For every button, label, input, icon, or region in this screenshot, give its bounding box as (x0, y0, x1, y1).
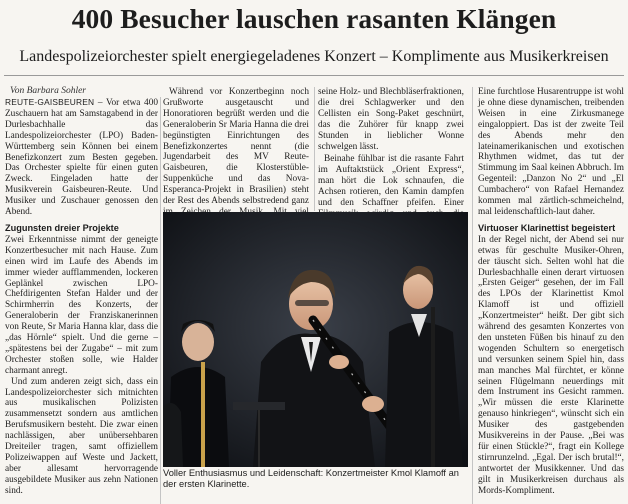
paragraph: Und zum anderen zeigt sich, dass ein Landespolizeiorchester sich mitnichten aus musikalischen Polizisten zusammensetzt sondern aus amtlichen Berufsmusikern besteht. Die zwar einen nachlässigen, aber unübersehbaren Dreiteiler tragen, samt offiziellem Polizeiwappen auf Weste und Jackett, aber allesamt hervorragende ausgebildete Musiker aus zehn Nationen sind. (5, 376, 158, 496)
paragraph: Beinahe fühlbar ist die rasante Fahrt im Auftaktstück „Orient Express“, man hört die Lok schnaufen, die Achsen rotieren, den Kamin dampfen und den Schaffner pfeifen. Einer (318, 154, 464, 209)
paragraph: Eine furchtlose Husarentruppe ist wohl je ohne diese dynamischen, treibenden Weisen in eine Zirkusmanege eingaloppiert. Das ist der zweite Teil des Abends mehr den lateinamerikanischen und exotischen Rhythmen widmet, das tut der Stimmung im Saal keinen Abbruch. Im Gegenteil: „Danzon No 2“ und „El Cumbachero“ von Rafael Hernandez kommen mal zärtlich-schmeichelnd, mal leidenschaftlich-laut daher. (478, 87, 624, 217)
photo-caption: Voller Enthusiasmus und Leidenschaft: Konzertmeister Kmol Klamoff an der ersten Klarinette. (163, 468, 459, 490)
column-separator (314, 87, 315, 211)
dateline: REUTE-GAISBEUREN (5, 97, 95, 107)
intro-paragraph: – Vor etwa 400 Zuschauern hat am Samstagabend in der Durlesbachhalle das Landespolizeiorchester (LPO) Baden-Württemberg sein Können bei einem Benefizkonzert zum Besten gegeben. Das Orchester spielte für einen guten Zweck. Eingeladen hatte der Musikverein Gaisbeuren-Reute. Und Musiker und Zuschauer genossen den Abend. (5, 98, 158, 218)
header-rule (4, 75, 624, 76)
column-separator (160, 97, 161, 504)
section-heading-clarinettist: Virtuoser Klarinettist begeistert (478, 222, 616, 233)
concert-photo (163, 212, 468, 467)
column-separator (472, 87, 473, 504)
paragraph: seine Holz- und Blechbläserfraktionen, die drei Schlagwerker und den Cellisten ein Song-Paket geschnürt, das die Zuhörer für knapp zwei Stunden in lieblicher Wonne schwelgen lässt. (318, 87, 464, 152)
article-column-4 (478, 87, 624, 504)
article-column-2 (163, 87, 309, 212)
paragraph: In der Regel nicht, der Abend sei nur etwas für geschulte Musiker-Ohren, der täuscht sich. Selten wohl hat die Durlesbachhalle einen derart virtuosen „Ersten Geiger“ gesehen, der im Fall des LPOs der Klarinettist Kmol Klamoff ist und offiziell „Konzertmeister“ heißt. Der gibt sich während des gesamten Konzertes von den unsteten Füßen bis hinauf zu den wogenden Schultern so energetisch und versunken seinem Spiel hin, dass man manches Mal fürchtet, er könne seinen Flügelmann neuerdings mit dem Instrument ins Gesicht rammen. „Wir müssen die erste Klarinette genauso hinkriegen“, wünscht sich ein Musiker des gastgebenden Musikvereins in der Pause. „Bei was für einen Stückle?“, fragt ein Kollege stirnrunzelnd. „Egal. Der isch brutal!“, antwortet der Musikkenner. Und das gilt in Musikerkreisen durchaus als Mords-Kompliment. (478, 234, 624, 496)
headline: 400 Besucher lauschen rasanten Klängen (71, 3, 557, 34)
subheadline: Landespolizeiorchester spielt energiegeladenes Konzert – Komplimente aus Musikerkreisen (19, 48, 609, 65)
orchester-photo-illustration (163, 212, 468, 467)
byline: Von Barbara Sohler (10, 86, 86, 96)
paragraph: Zwei Erkenntnisse nimmt der geneigte Konzertbesucher mit nach Hause. Zum einen wird im Laufe des Abends im immer wieder aufflammenden, lockeren Geplänkel zwischen LPO-Chefdirigenten Stefan Halder und der Schirmherrin des Konzerts, der Generaloberin der Franziskanerinnen von Reute, Sr Maria Hanna klar, dass die „das Hörnle“ spielt. Und die gerne – „spätestens bei der Zugabe“ – mit zum Orchester stoßen solle, wie Halder charmant anregt. (5, 234, 158, 376)
section-heading-projects: Zugunsten dreier Projekte (5, 222, 119, 233)
paragraph: Während vor Konzertbeginn noch Grußworte ausgetauscht und Honoratioren begrüßt werden und die Generaloberin Sr Maria Hanna die drei begünstigten Einrichtungen des Benefizkonzertes nennt (die Jugendarbeit des MV Reute-Gaisbeuren, die Klosterstüble-Suppenküche und das Nova-Esperanca-Projekt in Brasilien) steht der Rest des Abends selbstredend ganz (163, 87, 309, 207)
article-column-1 (5, 97, 158, 504)
